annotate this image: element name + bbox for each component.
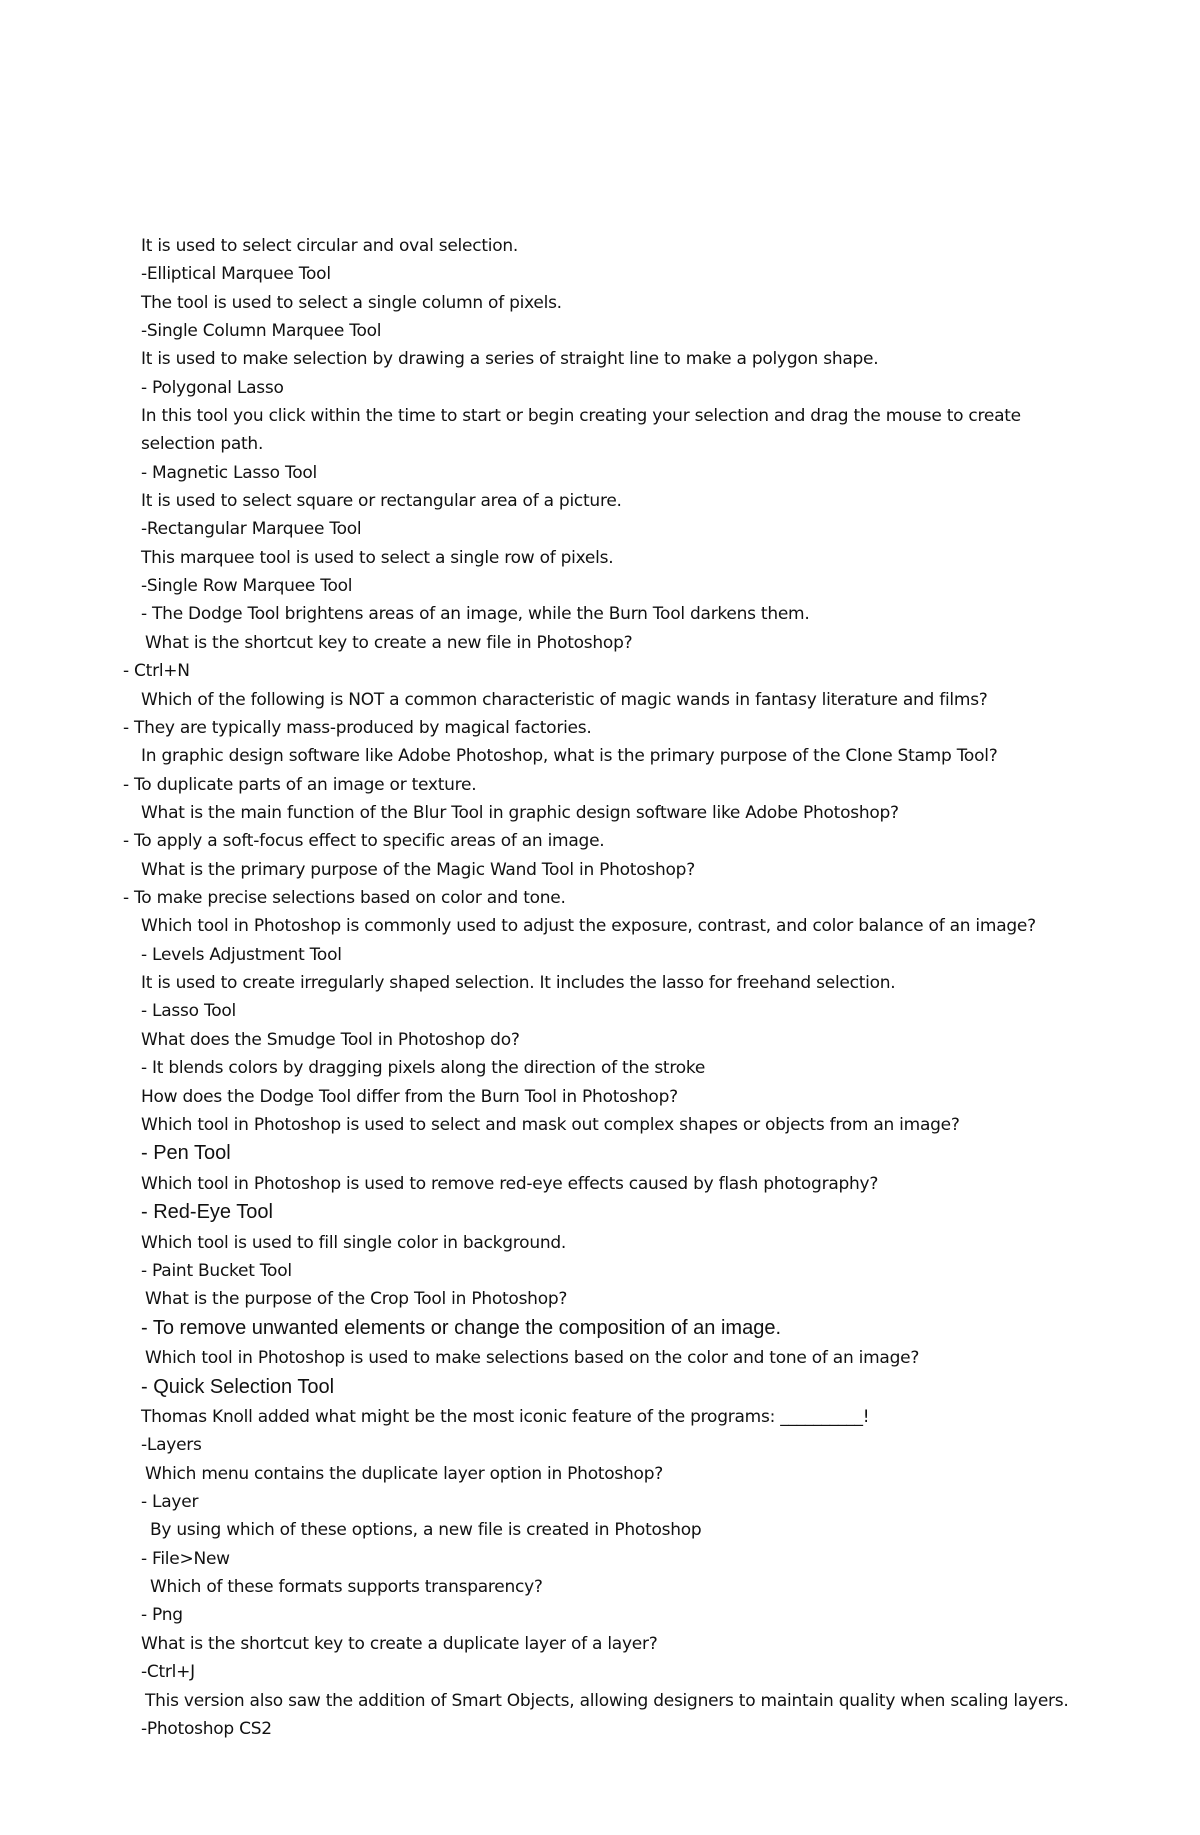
answer-line: - Quick Selection Tool (141, 1376, 335, 1398)
question-line: Which menu contains the duplicate layer option in Photoshop? (145, 1464, 664, 1484)
question-line: Which tool in Photoshop is used to remove red-eye effects caused by flash photography? (141, 1174, 879, 1194)
question-line: What is the main function of the Blur Tool in graphic design software like Adobe Photoshop? (141, 803, 899, 823)
question-line: What is the purpose of the Crop Tool in Photoshop? (145, 1289, 568, 1309)
answer-line: - To remove unwanted elements or change the composition of an image. (141, 1317, 781, 1339)
question-line: Which of the following is NOT a common characteristic of magic wands in fantasy literature and films? (141, 690, 988, 710)
text-line: It is used to select circular and oval selection. (141, 236, 519, 256)
text-line: selection path. (141, 434, 264, 454)
question-line: In graphic design software like Adobe Photoshop, what is the primary purpose of the Clone Stamp Tool? (141, 746, 998, 766)
text-line: It is used to make selection by drawing a series of straight line to make a polygon shape. (141, 349, 879, 369)
text-line: - Magnetic Lasso Tool (141, 463, 317, 483)
text-line: It is used to create irregularly shaped selection. It includes the lasso for freehand selection. (141, 973, 896, 993)
text-line: This marquee tool is used to select a single row of pixels. (141, 548, 614, 568)
text-line: The tool is used to select a single column of pixels. (141, 293, 562, 313)
question-line: How does the Dodge Tool differ from the Burn Tool in Photoshop? (141, 1087, 678, 1107)
question-line: Which tool in Photoshop is commonly used to adjust the exposure, contrast, and color balance of an image? (141, 916, 1036, 936)
text-line: This version also saw the addition of Smart Objects, allowing designers to maintain quality when scaling layers. (145, 1691, 1069, 1711)
question-line: By using which of these options, a new file is created in Photoshop (150, 1520, 702, 1540)
question-line: Which tool is used to fill single color in background. (141, 1233, 567, 1253)
answer-line: - To make precise selections based on color and tone. (123, 888, 566, 908)
answer-line: - Layer (141, 1492, 199, 1512)
question-line: What does the Smudge Tool in Photoshop do? (141, 1030, 520, 1050)
answer-line: - They are typically mass-produced by magical factories. (123, 718, 592, 738)
answer-line: - File>New (141, 1549, 230, 1569)
answer-line: -Layers (141, 1435, 202, 1455)
text-line: - The Dodge Tool brightens areas of an image, while the Burn Tool darkens them. (141, 604, 810, 624)
answer-line: - Levels Adjustment Tool (141, 945, 342, 965)
text-line: -Single Column Marquee Tool (141, 321, 382, 341)
answer-line: - Lasso Tool (141, 1001, 236, 1021)
question-line: Which tool in Photoshop is used to select and mask out complex shapes or objects from an image? (141, 1115, 960, 1135)
answer-line: - Png (141, 1605, 183, 1625)
answer-line: - To duplicate parts of an image or texture. (123, 775, 477, 795)
answer-line: -Photoshop CS2 (141, 1719, 272, 1739)
answer-line: - Paint Bucket Tool (141, 1261, 292, 1281)
answer-line: - Ctrl+N (123, 661, 190, 681)
text-line: - Polygonal Lasso (141, 378, 284, 398)
text-line: -Single Row Marquee Tool (141, 576, 353, 596)
text-line: In this tool you click within the time to start or begin creating your selection and drag the mouse to create (141, 406, 1021, 426)
text-line: -Elliptical Marquee Tool (141, 264, 331, 284)
question-line: What is the shortcut key to create a duplicate layer of a layer? (141, 1634, 658, 1654)
answer-line: - To apply a soft-focus effect to specific areas of an image. (123, 831, 605, 851)
text-line: It is used to select square or rectangular area of a picture. (141, 491, 622, 511)
answer-line: - Pen Tool (141, 1142, 231, 1164)
answer-line: - It blends colors by dragging pixels along the direction of the stroke (141, 1058, 706, 1078)
question-line: Which of these formats supports transparency? (150, 1577, 543, 1597)
question-line: Which tool in Photoshop is used to make selections based on the color and tone of an image? (145, 1348, 920, 1368)
question-line: Thomas Knoll added what might be the most iconic feature of the programs: __________! (141, 1407, 870, 1427)
answer-line: -Ctrl+J (141, 1662, 195, 1682)
question-line: What is the primary purpose of the Magic Wand Tool in Photoshop? (141, 860, 695, 880)
answer-line: - Red-Eye Tool (141, 1201, 273, 1223)
question-line: What is the shortcut key to create a new file in Photoshop? (145, 633, 633, 653)
text-line: -Rectangular Marquee Tool (141, 519, 362, 539)
